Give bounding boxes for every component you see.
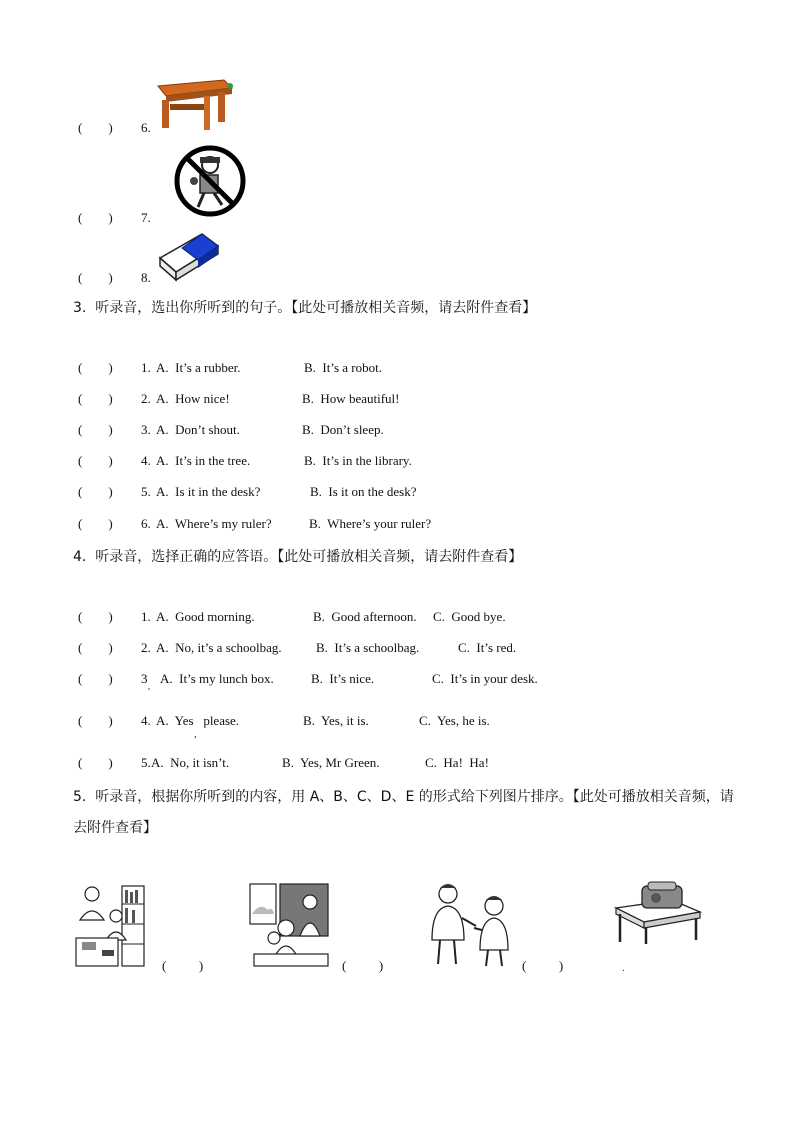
section-5-title-line1: 5. 听录音，根据你所听到的内容，用 A、B、C、D、E 的形式给下列图片排序。【此处可播放相关音频，请 [73, 789, 734, 805]
stray-mark: , [194, 728, 197, 740]
item-number: 3 [141, 671, 148, 686]
answer-blank[interactable]: ( ) [78, 484, 113, 499]
item-number: 6. [141, 120, 151, 135]
answer-blank[interactable]: ( ) [78, 609, 113, 624]
option-a: A. It’s in the tree. [156, 453, 251, 468]
option-b: B. Is it on the desk? [310, 484, 417, 499]
stray-mark: . [622, 962, 625, 974]
option-a: A. How nice! [156, 391, 230, 406]
option-c: C. It’s red. [458, 640, 517, 655]
item-number: 5. [141, 755, 151, 770]
option-c: C. Yes, he is. [419, 713, 490, 728]
item-number: 2. [141, 391, 151, 406]
option-b: B. Don’t sleep. [302, 422, 384, 437]
section-3-title: 3. 听录音，选出你所听到的句子。【此处可播放相关音频，请去附件查看】 [73, 300, 537, 316]
option-c: C. Good bye. [433, 609, 506, 624]
option-b: B. It’s a robot. [304, 360, 382, 375]
item-number: 4. [141, 713, 151, 728]
answer-blank[interactable]: ( ) [78, 640, 113, 655]
answer-blank[interactable]: ( ) [78, 391, 113, 406]
section-5-title-line2: 去附件查看】 [73, 820, 157, 836]
classroom-picture [246, 880, 332, 970]
family-room-picture [72, 880, 148, 970]
option-a: A. Where’s my ruler? [156, 516, 272, 531]
answer-blank[interactable]: ( ) [342, 958, 384, 973]
answer-blank[interactable]: ( ) [78, 360, 113, 375]
stray-mark: ' [148, 686, 150, 698]
answer-blank[interactable]: ( ) [522, 958, 564, 973]
item-number: 3. [141, 422, 151, 437]
two-boys-picture [424, 880, 516, 966]
item-number: 2. [141, 640, 151, 655]
option-b: B. Where’s your ruler? [309, 516, 432, 531]
option-b: B. It’s a schoolbag. [316, 640, 420, 655]
option-a: A. Good morning. [156, 609, 255, 624]
item-number: 7. [141, 210, 151, 225]
option-c: C. Ha! Ha! [425, 755, 489, 770]
option-a: A. It’s my lunch box. [160, 671, 274, 686]
option-a: A. Yes please. [156, 713, 240, 728]
option-b: B. Yes, Mr Green. [282, 755, 380, 770]
answer-blank[interactable]: ( ) [78, 453, 113, 468]
option-c: C. It’s in your desk. [432, 671, 538, 686]
answer-blank[interactable]: ( ) [78, 270, 113, 285]
answer-blank[interactable]: ( ) [78, 516, 113, 531]
answer-blank[interactable]: ( ) [78, 671, 113, 686]
desk-picture [154, 74, 236, 130]
option-a: A. No, it isn’t. [151, 755, 230, 770]
item-number: 5. [141, 484, 151, 499]
option-a: A. No, it’s a schoolbag. [156, 640, 282, 655]
item-number: 6. [141, 516, 151, 531]
answer-blank[interactable]: ( ) [78, 755, 113, 770]
answer-blank[interactable]: ( ) [78, 120, 113, 135]
answer-blank[interactable]: ( ) [78, 210, 113, 225]
option-b: B. It’s nice. [311, 671, 375, 686]
option-b: B. How beautiful! [302, 391, 400, 406]
answer-blank[interactable]: ( ) [162, 958, 204, 973]
answer-blank[interactable]: ( ) [78, 422, 113, 437]
item-number: 1. [141, 609, 151, 624]
answer-blank[interactable]: ( ) [78, 713, 113, 728]
option-b: B. Yes, it is. [303, 713, 369, 728]
option-a: A. It’s a rubber. [156, 360, 241, 375]
option-a: A. Don’t shout. [156, 422, 240, 437]
eraser-picture [156, 228, 222, 284]
section-4-title: 4. 听录音，选择正确的应答语。【此处可播放相关音频，请去附件查看】 [73, 549, 523, 565]
item-number: 8. [141, 270, 151, 285]
no-running-sign-picture [170, 145, 250, 217]
item-number: 4. [141, 453, 151, 468]
option-a: A. Is it in the desk? [156, 484, 261, 499]
option-b: B. It’s in the library. [304, 453, 412, 468]
desk-with-bag-picture [612, 878, 704, 946]
option-b: B. Good afternoon. [313, 609, 417, 624]
item-number: 1. [141, 360, 151, 375]
